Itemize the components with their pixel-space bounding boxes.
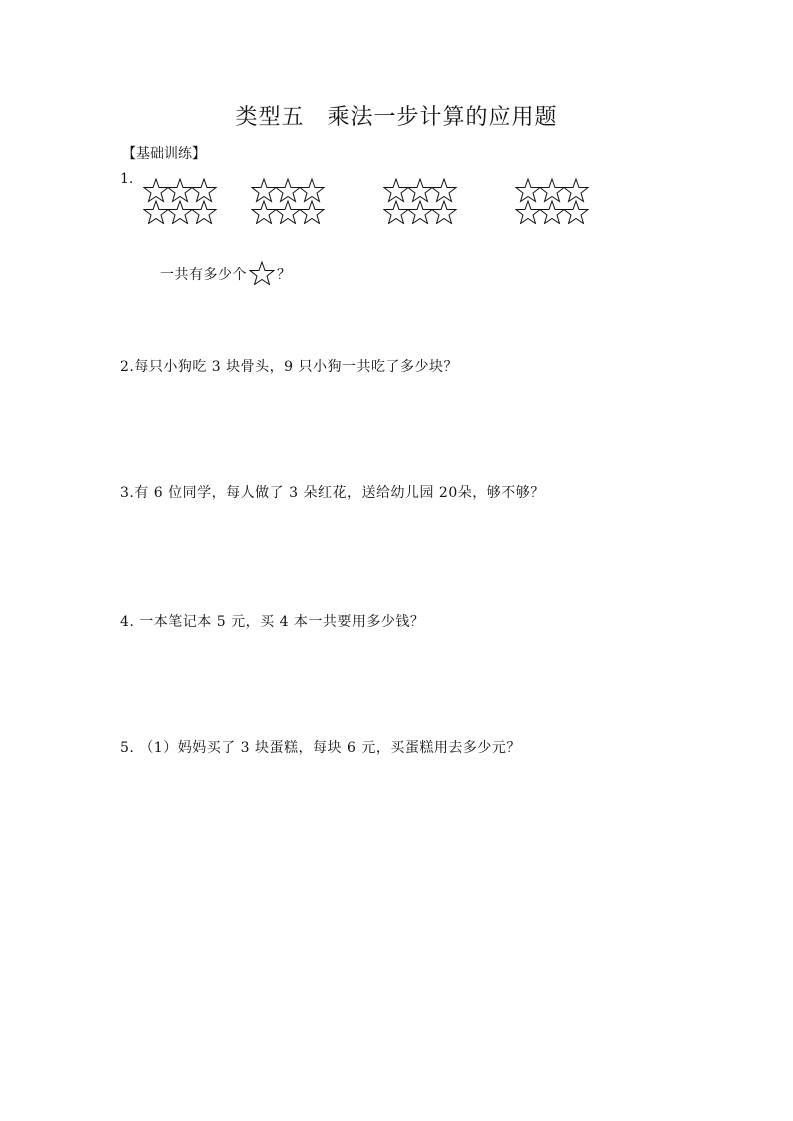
question-4: [120, 611, 424, 631]
star-icon: [168, 201, 192, 224]
question-4-text: 一本笔记本 5 元，买 4 本一共要用多少钱？: [139, 614, 425, 630]
star-icon: [249, 261, 275, 289]
question-4-number: 4.: [120, 614, 135, 630]
star-icon: [432, 201, 456, 224]
star-icon: [276, 179, 300, 202]
star-group-2: [251, 178, 327, 224]
star-icon: [276, 201, 300, 224]
star-icon: [540, 179, 564, 202]
question-2-number: 2.: [120, 359, 135, 375]
star-icon: [300, 179, 324, 202]
page-title: 类型五 乘法一步计算的应用题: [235, 105, 558, 130]
star-group-4: [515, 178, 591, 224]
star-group-1: [143, 178, 219, 224]
star-icon: [300, 201, 324, 224]
star-icon: [540, 201, 564, 224]
star-icon: [432, 179, 456, 202]
question-3-text: 有 6 位同学，每人做了 3 朵红花，送给幼儿园 20朵，够不够？: [134, 485, 545, 501]
star-icon: [564, 179, 588, 202]
star-icon: [408, 179, 432, 202]
star-icon: [384, 179, 408, 202]
star-icon: [384, 201, 408, 224]
question-1-text: [160, 261, 292, 289]
question-2: [120, 356, 458, 376]
question-5: [120, 737, 521, 757]
star-icon: [144, 179, 168, 202]
question-2-text: 每只小狗吃 3 块骨头，9 只小狗一共吃了多少块？: [134, 359, 459, 375]
star-icon: [564, 201, 588, 224]
star-group-3: [383, 178, 459, 224]
question-1-text-after: ？: [277, 267, 292, 283]
star-icon: [408, 201, 432, 224]
question-1-text-before: 一共有多少个: [160, 267, 247, 283]
section-label: 【基础训练】: [122, 146, 206, 162]
question-3-number: 3.: [120, 485, 135, 501]
star-icon: [252, 201, 276, 224]
star-icon: [168, 179, 192, 202]
question-3: [120, 482, 545, 502]
question-5-number: 5.: [120, 740, 135, 756]
star-icon: [516, 201, 540, 224]
star-icon: [192, 179, 216, 202]
star-icon: [516, 179, 540, 202]
star-icon: [192, 201, 216, 224]
question-5-text: （1）妈妈买了 3 块蛋糕，每块 6 元，买蛋糕用去多少元？: [139, 740, 521, 756]
star-icon: [252, 179, 276, 202]
star-icon: [144, 201, 168, 224]
question-1-number: 1.: [120, 171, 134, 187]
